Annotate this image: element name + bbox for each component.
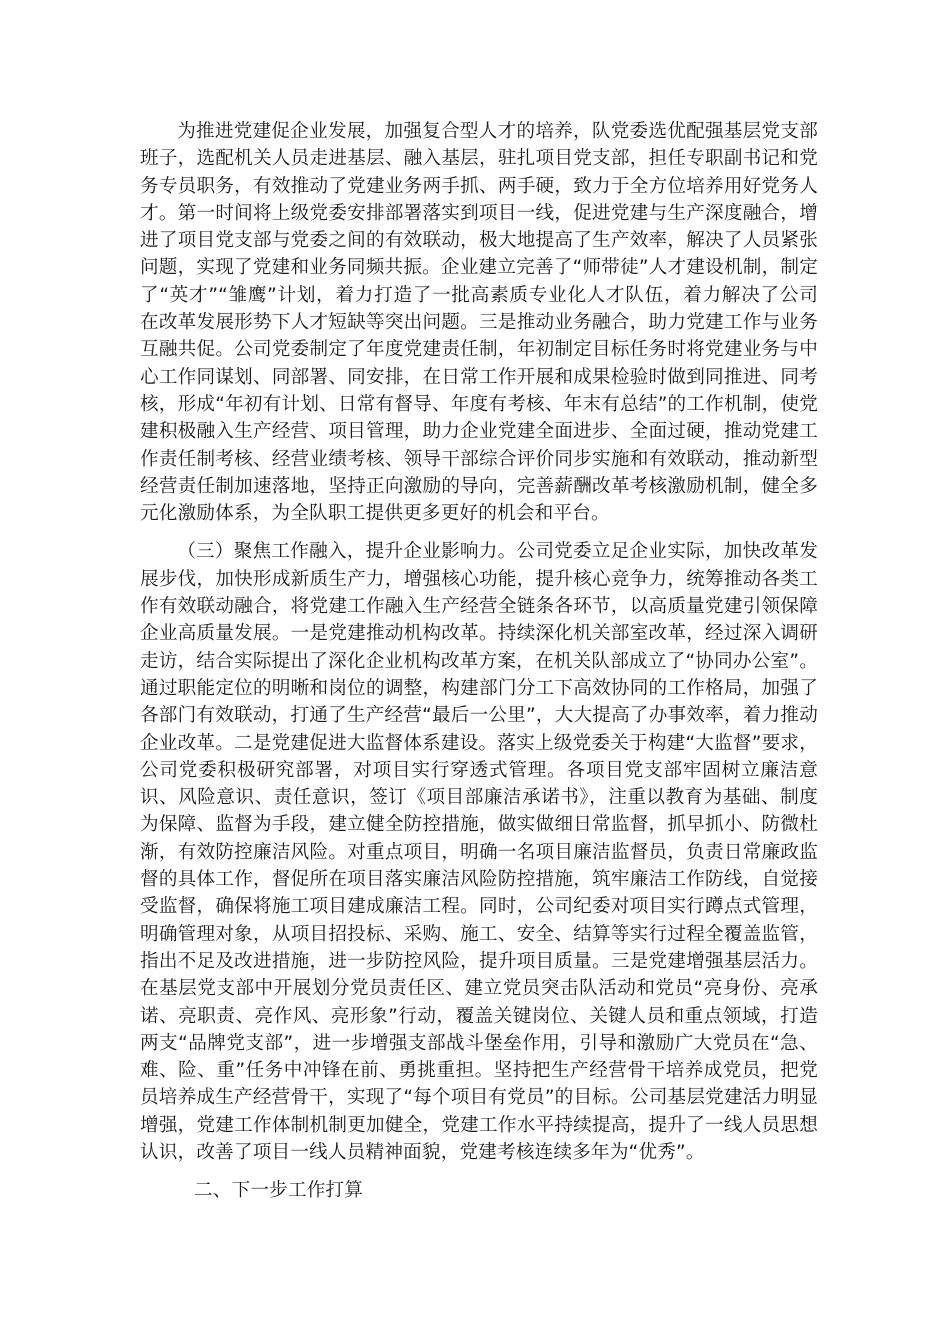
paragraph-spacer bbox=[140, 1166, 818, 1177]
document-body bbox=[140, 118, 818, 1205]
paragraph-spacer bbox=[140, 527, 818, 538]
paragraph-work-integration: （三）聚焦工作融入，提升企业影响力。公司党委立足企业实际，加快改革发展步伐，加快形成新质生产力，增强核心功能，提升核心竞争力，统筹推动各类工作有效联动融合，将党建工作融入生产经营全链条各环节，以高质量党建引领保障企业高质量发展。一是党建推动机构改革。持续深化机关部室改革，经过深入调研走访，结合实际提出了深化企业机构改革方案，在机关队部成立了“协同办公室”。通过职能定位的明晰和岗位的调整，构建部门分工下高效协同的工作格局，加强了各部门有效联动，打通了生产经营“最后一公里”，大大提高了办事效率，着力推动企业改革。二是党建促进大监督体系建设。落实上级党委关于构建“大监督”要求，公司党委积极研究部署，对项目实行穿透式管理。各项目党支部牢固树立廉洁意识、风险意识、责任意识，签订《项目部廉洁承诺书》，注重以教育为基础、制度为保障、监督为手段，建立健全防控措施，做实做细日常监督，抓早抓小、防微杜渐，有效防控廉洁风险。对重点项目，明确一名项目廉洁监督员，负责日常廉政监督的具体工作，督促所在项目落实廉洁风险防控措施，筑牢廉洁工作防线，自觉接受监督，确保将施工项目建成廉洁工程。同时，公司纪委对项目实行蹲点式管理，明确管理对象，从项目招投标、采购、施工、安全、结算等实行过程全覆盖监管，指出不足及改进措施，进一步防控风险，提升项目质量。三是党建增强基层活力。在基层党支部中开展划分党员责任区、建立党员突击队活动和党员“亮身份、亮承诺、亮职责、亮作风、亮形象”行动，覆盖关键岗位、关键人员和重点领域，打造两支“品牌党支部”，进一步增强支部战斗堡垒作用，引导和激励广大党员在“急、难、险、重”任务中冲锋在前、勇挑重担。坚持把生产经营骨干培养成党员，把党员培养成生产经营骨干，实现了“每个项目有党员”的目标。公司基层党建活力明显增强，党建工作体制机制更加健全，党建工作水平持续提高，提升了一线人员思想认识，改善了项目一线人员精神面貌，党建考核连续多年为“优秀”。 bbox=[140, 541, 818, 1163]
paragraph-talent: 为推进党建促企业发展，加强复合型人才的培养，队党委选优配强基层党支部班子，选配机关人员走进基层、融入基层，驻扎项目党支部，担任专职副书记和党务专员职务，有效推动了党建业务两手抓、两手硬，致力于全方位培养用好党务人才。第一时间将上级党委安排部署落实到项目一线，促进党建与生产深度融合，增进了项目党支部与党委之间的有效联动，极大地提高了生产效率，解决了人员紧张问题，实现了党建和业务同频共振。企业建立完善了“师带徒”人才建设机制，制定了“英才”“雏鹰”计划，着力打造了一批高素质专业化人才队伍，着力解决了公司在改革发展形势下人才短缺等突出问题。三是推动业务融合，助力党建工作与业务互融共促。公司党委制定了年度党建责任制，年初制定目标任务时将党建业务与中心工作同谋划、同部署、同安排，在日常工作开展和成果检验时做到同推进、同考核，形成“年初有计划、日常有督导、年度有考核、年末有总结”的工作机制，使党建积极融入生产经营、项目管理，助力企业党建全面进步、全面过硬，推动党建工作责任制考核、经营业绩考核、领导干部综合评价同步实施和有效联动，推动新型经营责任制加速落地，坚持正向激励的导向，完善薪酬改革考核激励机制，健全多元化激励体系，为全队职工提供更多更好的机会和平台。 bbox=[140, 121, 818, 525]
section-heading: 二、下一步工作打算 bbox=[194, 1180, 364, 1202]
